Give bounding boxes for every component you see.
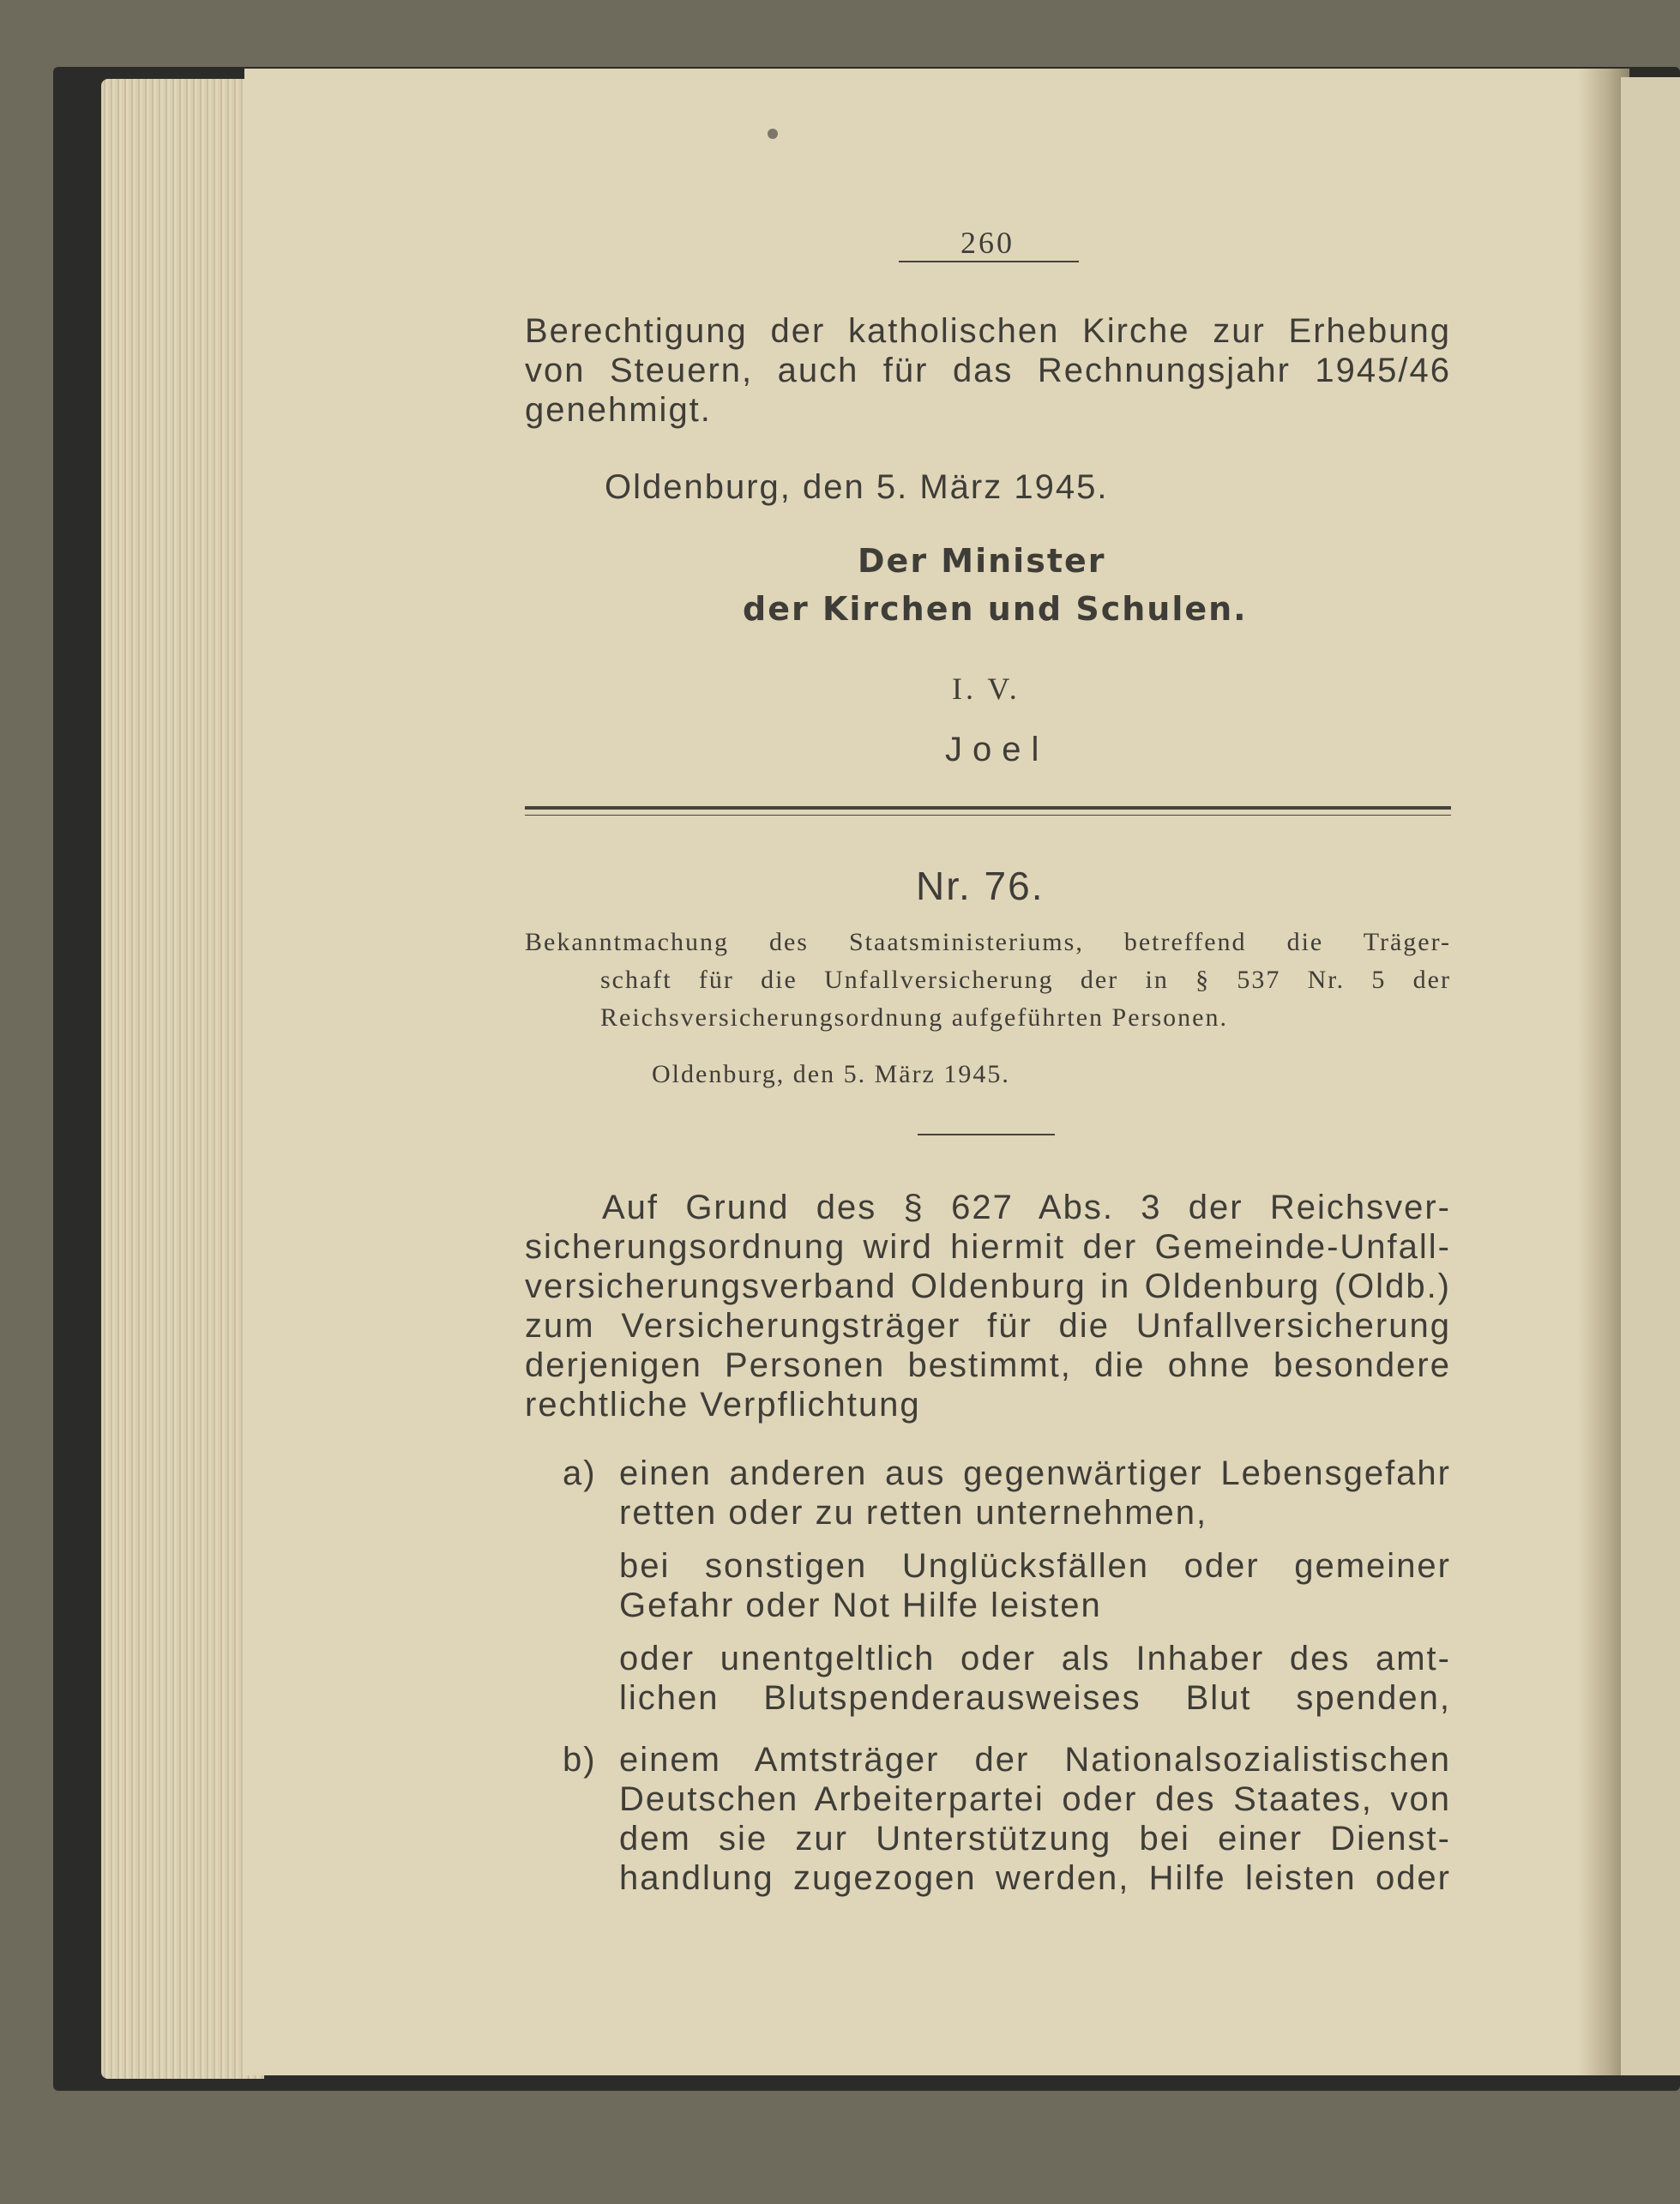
notice-date: Oldenburg, den 5. März 1945. <box>652 1060 1010 1088</box>
body-line: zum Versicherungsträger für die Unfallversicherung <box>525 1307 1451 1345</box>
page-speck <box>768 129 778 139</box>
minister-subtitle: der Kirchen und Schulen. <box>743 590 1248 628</box>
iv-label: I. V. <box>952 671 1021 706</box>
item-a-line: retten oder zu retten unternehmen, <box>619 1494 1208 1532</box>
body-line: Auf Grund des § 627 Abs. 3 der Reichsver- <box>602 1189 1451 1226</box>
notice-title-line: schaft für die Unfallversicherung der in § 537 Nr. 5 der <box>600 966 1451 994</box>
notice-title-line: Bekanntmachung des Staatsministeriums, betreffend die Träger- <box>525 928 1451 956</box>
page-number-rule <box>899 261 1079 262</box>
item-b-line: einem Amtsträger der Nationalsozialistischen <box>619 1741 1451 1779</box>
notice-title-line: Reichsversicherungsordnung aufgeführten Personen. <box>600 1003 1228 1032</box>
item-a3-line: oder unentgeltlich oder als Inhaber des amt- <box>619 1640 1451 1677</box>
item-a-line: einen anderen aus gegenwärtiger Lebensgefahr <box>619 1454 1451 1492</box>
facing-page-edge <box>1621 77 1680 2075</box>
intro-line: Berechtigung der katholischen Kirche zur Erhebung <box>525 312 1451 350</box>
notice-number: Nr. 76. <box>916 864 1045 908</box>
body-line: derjenigen Personen bestimmt, die ohne besondere <box>525 1346 1451 1384</box>
intro-line: von Steuern, auch für das Rechnungsjahr 1945/46 <box>525 352 1451 389</box>
item-a2-line: Gefahr oder Not Hilfe leisten <box>619 1587 1102 1624</box>
item-a3-line: lichen Blutspenderausweises Blut spenden, <box>619 1679 1451 1717</box>
section-divider-thin <box>525 815 1451 816</box>
date-line: Oldenburg, den 5. März 1945. <box>605 468 1109 506</box>
item-b-line: Deutschen Arbeiterpartei oder des Staates, von <box>619 1780 1451 1818</box>
body-line: sicherungsordnung wird hiermit der Gemeinde-Unfall- <box>525 1228 1451 1266</box>
item-b-line: handlung zugezogen werden, Hilfe leisten oder <box>619 1859 1451 1897</box>
intro-line: genehmigt. <box>525 391 712 429</box>
item-a2-line: bei sonstigen Unglücksfällen oder gemeiner <box>619 1547 1451 1585</box>
item-b-line: dem sie zur Unterstützung bei einer Dienst- <box>619 1820 1451 1858</box>
item-b-marker: b) <box>563 1741 597 1779</box>
body-line: versicherungsverband Oldenburg in Oldenburg (Oldb.) <box>525 1268 1451 1305</box>
section-divider <box>525 806 1451 810</box>
signature: Joel <box>945 731 1050 768</box>
notice-rule <box>918 1134 1055 1135</box>
item-a-marker: a) <box>563 1454 597 1492</box>
minister-title: Der Minister <box>858 542 1106 580</box>
page-edges <box>101 79 264 2079</box>
body-line: rechtliche Verpflichtung <box>525 1386 921 1424</box>
page-number: 260 <box>960 226 1015 260</box>
